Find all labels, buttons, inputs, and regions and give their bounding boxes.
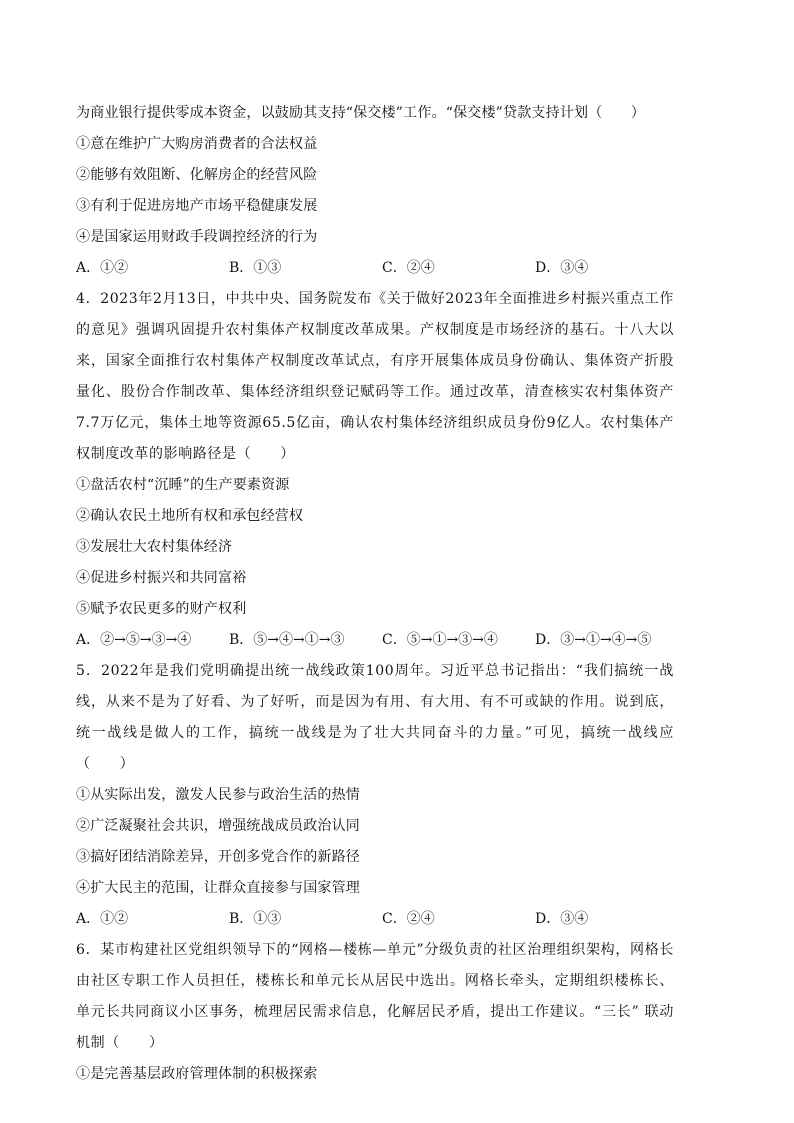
question-4-item-3: ③发展壮大农村集体经济	[76, 539, 233, 555]
question-5-item-1: ①从实际出发，激发人民参与政治生活的热情	[76, 787, 360, 803]
question-5	[76, 656, 674, 935]
question-4-option-c[interactable]: C．⑤→①→③→④	[382, 632, 498, 648]
question-3-options	[76, 253, 674, 284]
question-6	[76, 935, 674, 1090]
question-5-option-a[interactable]: A．①②	[76, 911, 129, 927]
question-4-stem: 4．2023年2月13日，中共中央、国务院发布《关于做好2023年全面推进乡村振兴重点工作的意见》强调巩固提升农村集体产权制度改革成果。产权制度是市场经济的基石。十八大以来，国家全面推行农村集体产权制度改革试点，有序开展集体成员身份确认、集体资产折股量化、股份合作制改革、集体经济组织登记赋码等工作。通过改革，清查核实农村集体资产7.7万亿元，集体土地等资源65.5亿亩，确认农村集体经济组织成员身份9亿人。农村集体产权制度改革的影响路径是（ ）	[76, 291, 674, 462]
question-4-option-a[interactable]: A．②→⑤→③→④	[76, 632, 192, 648]
question-3-option-d[interactable]: D．③④	[535, 260, 589, 276]
question-3-item-2: ②能够有效阻断、化解房企的经营风险	[76, 167, 318, 183]
question-4-item-2: ②确认农民土地所有权和承包经营权	[76, 508, 304, 524]
question-5-options	[76, 904, 674, 935]
question-5-option-d[interactable]: D．③④	[535, 911, 589, 927]
question-5-option-c[interactable]: C．②④	[382, 911, 435, 927]
question-4-option-d[interactable]: D．③→①→④→⑤	[535, 632, 652, 648]
question-4-item-1: ①盘活农村“沉睡”的生产要素资源	[76, 477, 290, 493]
question-5-item-4: ④扩大民主的范围，让群众直接参与国家管理	[76, 880, 360, 896]
question-4	[76, 284, 674, 656]
question-4-item-5: ⑤赋予农民更多的财产权利	[76, 601, 247, 617]
question-5-option-b[interactable]: B．①③	[229, 911, 282, 927]
question-6-item-1: ①是完善基层政府管理体制的积极探索	[76, 1066, 318, 1082]
question-4-options	[76, 625, 674, 656]
question-3-option-b[interactable]: B．①③	[229, 260, 282, 276]
question-3-option-a[interactable]: A．①②	[76, 260, 129, 276]
question-3-option-c[interactable]: C．②④	[382, 260, 435, 276]
question-4-option-b[interactable]: B．⑤→④→①→③	[229, 632, 345, 648]
question-3-stem-tail: 为商业银行提供零成本资金，以鼓励其支持“保交楼”工作。“保交楼”贷款支持计划（ ）	[76, 105, 646, 121]
question-3-item-1: ①意在维护广大购房消费者的合法权益	[76, 136, 318, 152]
question-5-stem: 5．2022年是我们党明确提出统一战线政策100周年。习近平总书记指出：“我们搞统一战线，从来不是为了好看、为了好听，而是因为有用、有大用、有不可或缺的作用。说到底，统一战线是做人的工作，搞统一战线是为了壮大共同奋斗的力量。”可见，搞统一战线应（ ）	[76, 663, 674, 772]
question-3	[76, 98, 674, 284]
question-3-item-3: ③有利于促进房地产市场平稳健康发展	[76, 198, 318, 214]
question-3-item-4: ④是国家运用财政手段调控经济的行为	[76, 229, 318, 245]
question-6-stem: 6．某市构建社区党组织领导下的“网格—楼栋—单元”分级负责的社区治理组织架构，网格长由社区专职工作人员担任，楼栋长和单元长从居民中选出。网格长牵头，定期组织楼栋长、单元长共同商议小区事务，梳理居民需求信息，化解居民矛盾，提出工作建议。“三长” 联动机制（ ）	[76, 942, 674, 1051]
question-4-item-4: ④促进乡村振兴和共同富裕	[76, 570, 247, 586]
question-5-item-3: ③搞好团结消除差异，开创多党合作的新路径	[76, 849, 360, 865]
question-5-item-2: ②广泛凝聚社会共识，增强统战成员政治认同	[76, 818, 360, 834]
